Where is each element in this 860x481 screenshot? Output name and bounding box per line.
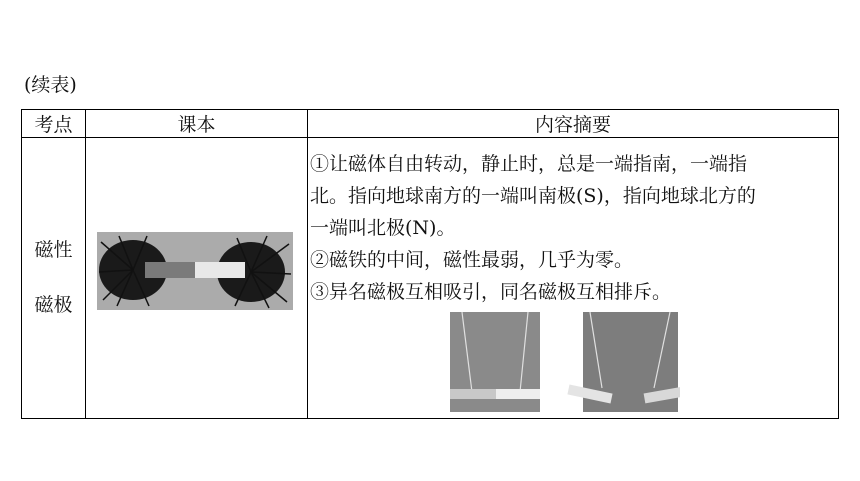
summary-cell (308, 138, 839, 419)
magnet-attraction-repulsion-photo (450, 312, 680, 412)
magnet-iron-filings-photo (97, 232, 293, 310)
textbook-cell (86, 138, 308, 419)
topic-magnetic-pole: 磁极 (34, 294, 73, 316)
table-row (22, 138, 839, 419)
header-textbook: 课本 (86, 110, 308, 138)
summary-line: ②磁铁的中间，磁性最弱，几乎为零。 (310, 249, 634, 271)
summary-line: 一端叫北极(N)。 (310, 217, 456, 239)
header-topic: 考点 (22, 110, 86, 138)
header-summary: 内容摘要 (308, 110, 839, 138)
topic-cell (22, 138, 86, 419)
summary-line: ③异名磁极互相吸引，同名磁极互相排斥。 (310, 281, 672, 303)
topic-magnetism: 磁性 (34, 239, 73, 261)
summary-line: ①让磁体自由转动，静止时，总是一端指南，一端指 (310, 153, 748, 175)
header-row (22, 110, 839, 138)
table-caption: (续表) (24, 74, 77, 96)
summary-table (21, 109, 839, 419)
summary-line: 北。指向地球南方的一端叫南极(S)，指向地球北方的 (310, 185, 756, 207)
